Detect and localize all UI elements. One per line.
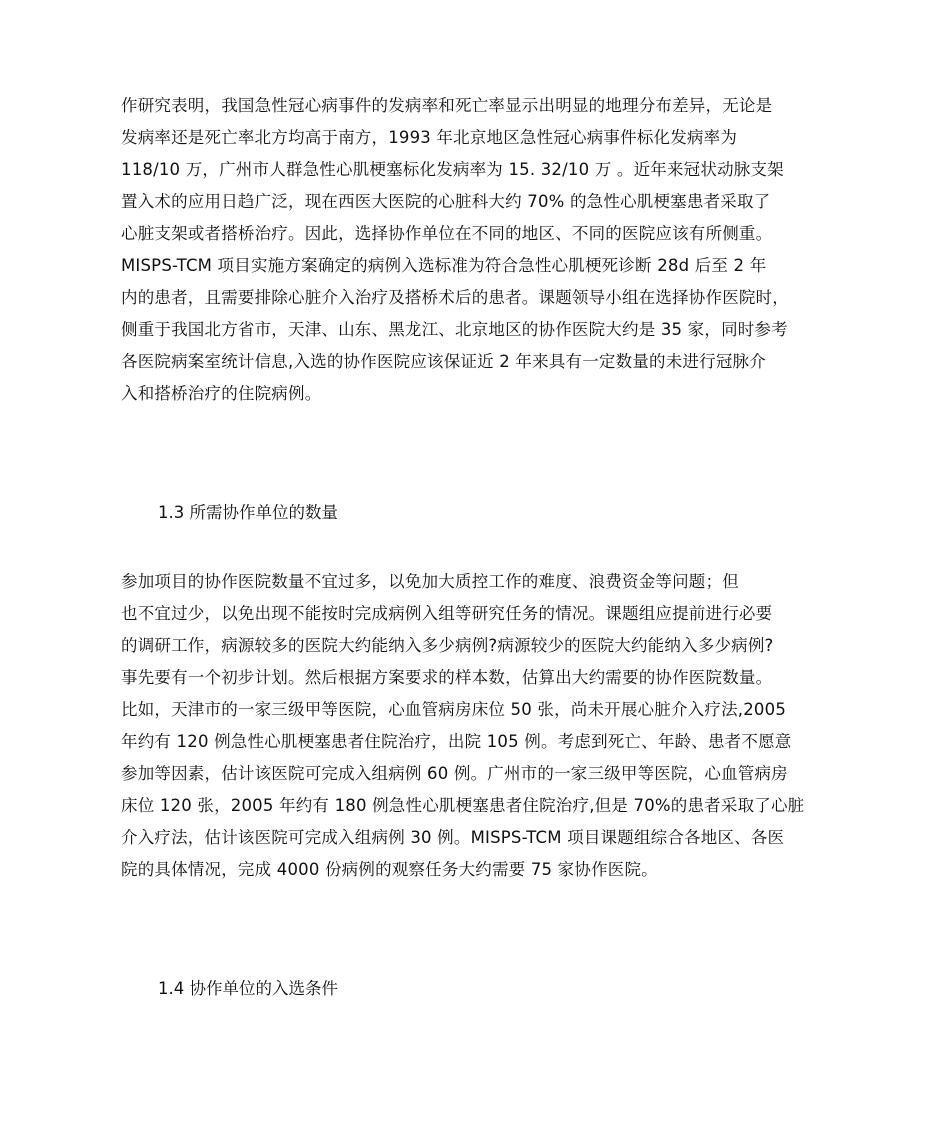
text-line: 侧重于我国北方省市，天津、山东、黑龙江、北京地区的协作医院大约是 35 家，同时参考: [121, 320, 788, 339]
paragraph-number-of-units: [121, 566, 833, 886]
text-line: 院的具体情况，完成 4000 份病例的观察任务大约需要 75 家协作医院。: [121, 860, 658, 879]
text-line: 作研究表明，我国急性冠心病事件的发病率和死亡率显示出明显的地理分布差异，无论是: [121, 96, 773, 115]
text-line: 的调研工作，病源较多的医院大约能纳入多少病例?病源较少的医院大约能纳入多少病例?: [121, 636, 774, 655]
text-line: 发病率还是死亡率北方均高于南方，1993 年北京地区急性冠心病事件标化发病率为: [121, 128, 738, 147]
text-line: 118/10 万，广州市人群急性心肌梗塞标化发病率为 15. 32/10 万 。近年来冠状动脉支架: [121, 160, 784, 179]
text-line: 事先要有一个初步计划。然后根据方案要求的样本数，估算出大约需要的协作医院数量。: [121, 668, 773, 687]
text-line: 年约有 120 例急性心肌梗塞患者住院治疗，出院 105 例。考虑到死亡、年龄、患者不愿意: [121, 732, 792, 751]
text-line: 入和搭桥治疗的住院病例。: [121, 384, 322, 403]
text-line: 比如，天津市的一家三级甲等医院，心血管病房床位 50 张，尚未开展心脏介入疗法,2005: [121, 700, 787, 719]
text-line: 也不宜过少，以免出现不能按时完成病例入组等研究任务的情况。课题组应提前进行必要: [121, 604, 773, 623]
text-line: 各医院病案室统计信息,入选的协作医院应该保证近 2 年来具有一定数量的未进行冠脉介: [121, 352, 766, 371]
text-line: 介入疗法，估计该医院可完成入组病例 30 例。MISPS-TCM 项目课题组综合各地区、各医: [121, 828, 785, 847]
paragraph-geographic-distribution: [121, 90, 833, 410]
section-heading-1-3: 1.3 所需协作单位的数量: [158, 503, 338, 522]
text-line: 参加等因素，估计该医院可完成入组病例 60 例。广州市的一家三级甲等医院，心血管病房: [121, 764, 788, 783]
text-line: MISPS-TCM 项目实施方案确定的病例入选标准为符合急性心肌梗死诊断 28d 后至 2 年: [121, 256, 767, 275]
text-line: 内的患者，且需要排除心脏介入治疗及搭桥术后的患者。课题领导小组在选择协作医院时，: [121, 288, 789, 307]
text-line: 床位 120 张，2005 年约有 180 例急性心肌梗塞患者住院治疗,但是 70%的患者采取了心脏: [121, 796, 805, 815]
text-line: 置入术的应用日趋广泛，现在西医大医院的心脏科大约 70% 的急性心肌梗塞患者采取了: [121, 192, 771, 211]
section-heading-1-4: 1.4 协作单位的入选条件: [158, 979, 338, 998]
text-line: 参加项目的协作医院数量不宜过多，以免加大质控工作的难度、浪费资金等问题；但: [121, 572, 739, 591]
text-line: 心脏支架或者搭桥治疗。因此，选择协作单位在不同的地区、不同的医院应该有所侧重。: [121, 224, 773, 243]
